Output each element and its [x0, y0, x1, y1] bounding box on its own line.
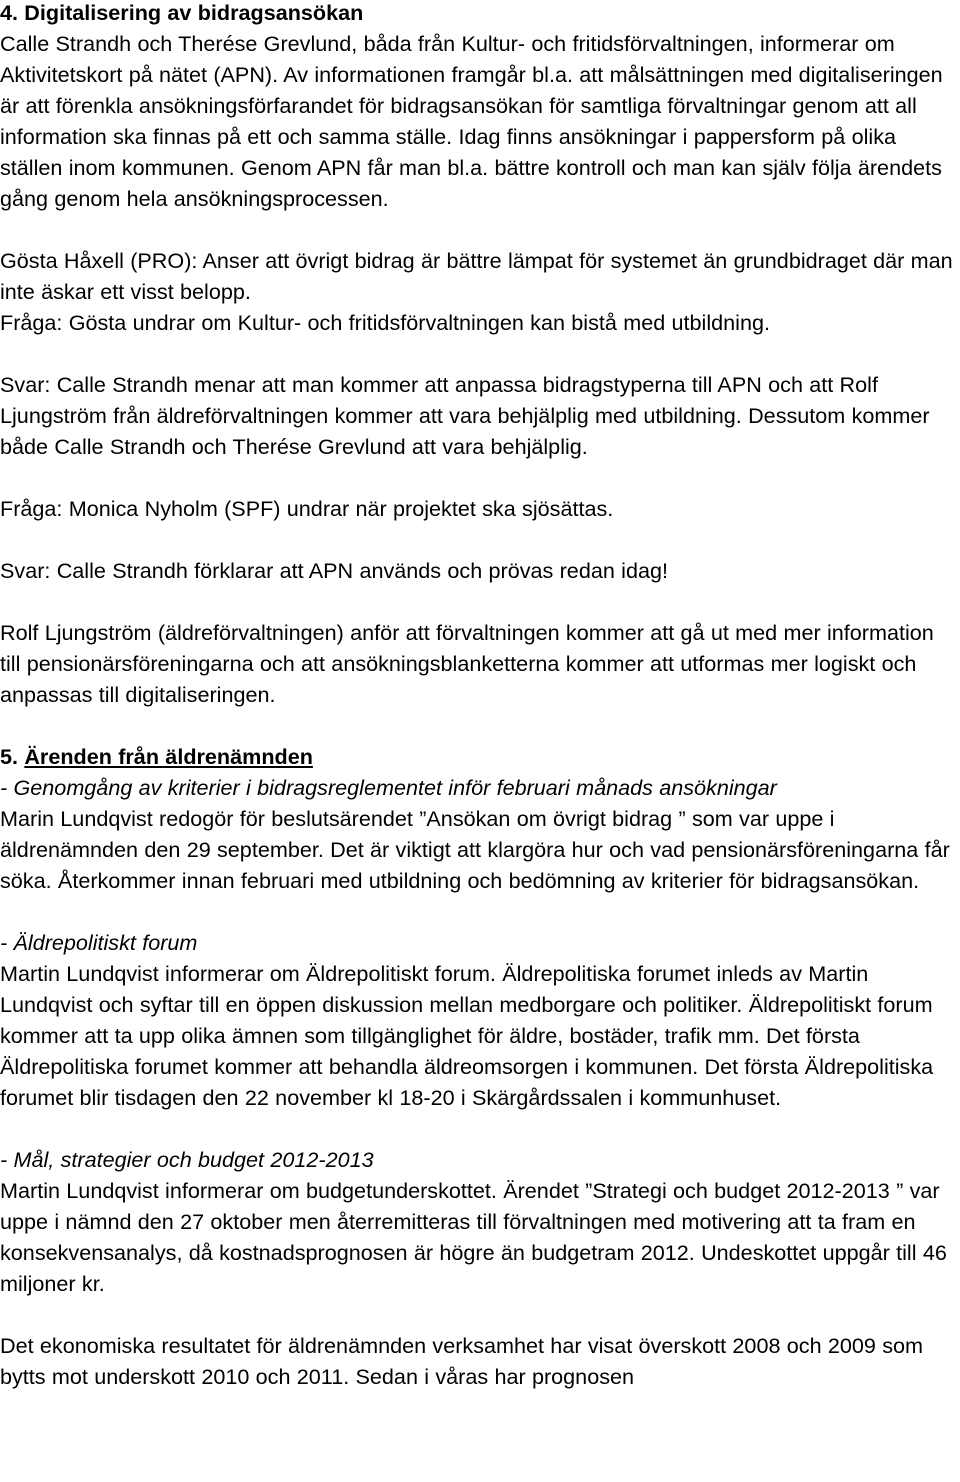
rolf-statement: Rolf Ljungström (äldreförvaltningen) anför att förvaltningen kommer att gå ut med mer information till pensionärsföreningarna och att ansökningsblanketterna kommer att utformas mer logiskt och anpassas till digitaliseringen.: [0, 620, 934, 707]
section-4-heading: 4. Digitalisering av bidragsansökan: [0, 0, 364, 25]
section-5-number: 5.: [0, 744, 19, 769]
item-2-title: - Äldrepolitiskt forum: [0, 930, 198, 955]
section-5-heading: [0, 741, 958, 772]
answer-calle-utbildning: Svar: Calle Strandh menar att man kommer att anpassa bidragstyperna till APN och att Rolf Ljungström från äldreförvaltningen kommer att vara behjälplig med utbildning. Dessutom kommer både Calle Strandh och Therése Grevlund att vara behjälplig.: [0, 372, 930, 459]
gosta-question: Fråga: Gösta undrar om Kultur- och fritidsförvaltningen kan bistå med utbildning.: [0, 310, 770, 335]
section-4-intro: Calle Strandh och Therése Grevlund, båda från Kultur- och fritidsförvaltningen, informerar om Aktivitetskort på nätet (APN). Av informationen framgår bl.a. att målsättningen med digitaliseringen är att förenkla ansökningsförfarandet för bidragsansökan för samtliga förvaltningar genom att all information ska finnas på ett och samma ställe. Idag finns ansökningar i pappersform på olika ställen inom kommunen. Genom APN får man bl.a. bättre kontroll och man kan själv följa ärendets gång genom hela ansökningsprocessen.: [0, 31, 943, 211]
gosta-comment: Gösta Håxell (PRO): Anser att övrigt bidrag är bättre lämpat för systemet än grundbidraget där man inte äskar ett visst belopp.: [0, 248, 953, 304]
closing-paragraph: Det ekonomiska resultatet för äldrenämnden verksamhet har visat överskott 2008 och 2009 som bytts mot underskott 2010 och 2011. Sedan i våras har prognosen: [0, 1333, 924, 1389]
item-3-title: - Mål, strategier och budget 2012-2013: [0, 1147, 374, 1172]
answer-calle-apn: Svar: Calle Strandh förklarar att APN används och prövas redan idag!: [0, 558, 668, 583]
item-3-body: Martin Lundqvist informerar om budgetunderskottet. Ärendet ”Strategi och budget 2012-2013 ” var uppe i nämnd den 27 oktober men återremitteras till förvaltningen med motivering att ta fram en konsekvensanalys, då kostnadsprognosen är högre än budgetram 2012. Undeskottet uppgår till 46 miljoner kr.: [0, 1178, 947, 1296]
section-5-title: Ärenden från äldrenämnden: [24, 744, 313, 769]
item-1-body: Marin Lundqvist redogör för beslutsärendet ”Ansökan om övrigt bidrag ” som var uppe i äldrenämnden den 29 september. Det är viktigt att klargöra hur och vad pensionärsföreningarna får söka. Återkommer innan februari med utbildning och bedömning av kriterier för bidragsansökan.: [0, 806, 950, 893]
item-2-body: Martin Lundqvist informerar om Äldrepolitiskt forum. Äldrepolitiska forumet inleds av Martin Lundqvist och syftar till en öppen diskussion mellan medborgare och politiker. Äldrepolitiskt forum kommer att ta upp olika ämnen som tillgänglighet för äldre, bostäder, trafik mm. Det första Äldrepolitiska forumet kommer att behandla äldreomsorgen i kommunen. Det första Äldrepolitiska forumet blir tisdagen den 22 november kl 18-20 i Skärgårdssalen i kommunhuset.: [0, 961, 934, 1110]
monica-question: Fråga: Monica Nyholm (SPF) undrar när projektet ska sjösättas.: [0, 496, 614, 521]
item-1-title: - Genomgång av kriterier i bidragsreglementet inför februari månads ansökningar: [0, 775, 777, 800]
